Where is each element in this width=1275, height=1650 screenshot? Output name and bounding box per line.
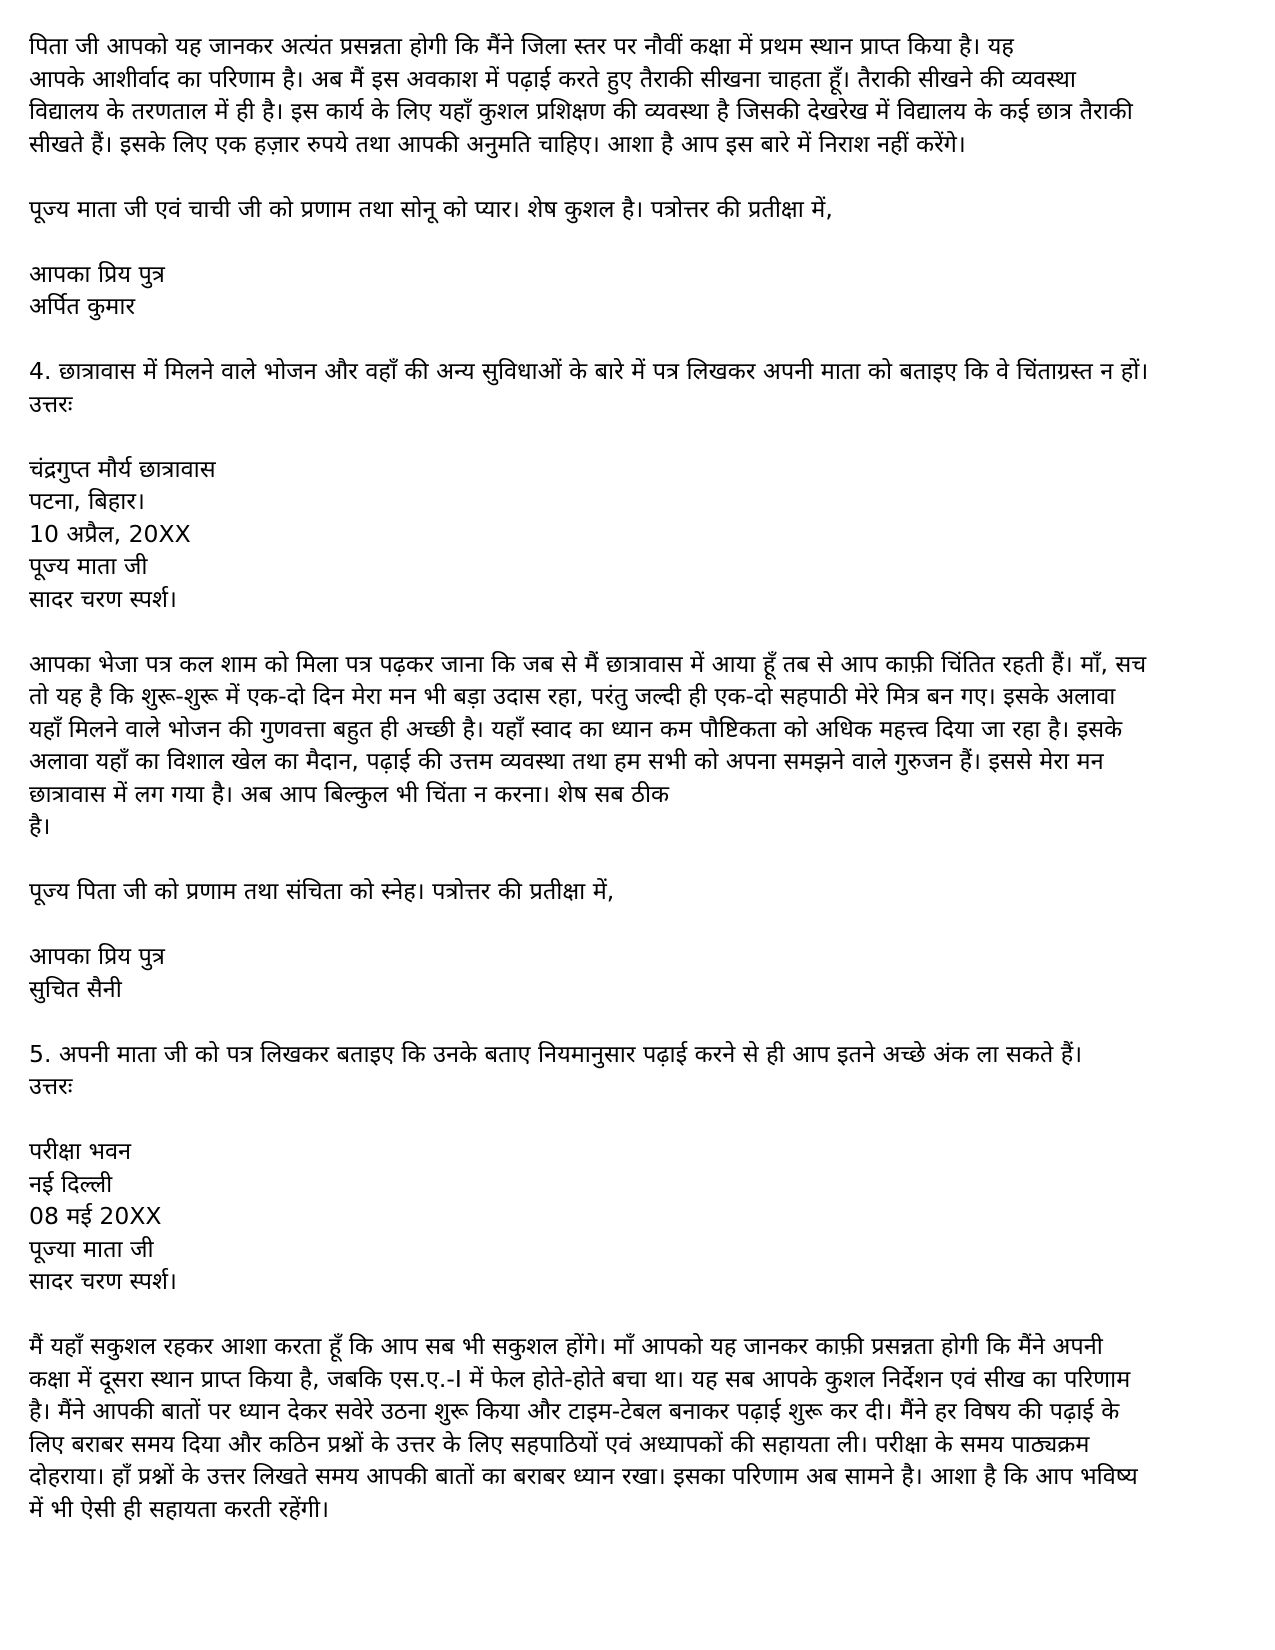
question5-body-line: है। मैंने आपकी बातों पर ध्यान देकर सवेरे उठना शुरू किया और टाइम-टेबल बनाकर पढ़ाई शुरू कर दी। मैंने हर विषय की पढ़ाई के: [29, 1397, 1120, 1425]
question4-date: 10 अप्रैल, 20XX: [29, 519, 191, 548]
question5-body-line: मैं यहाँ सकुशल रहकर आशा करता हूँ कि आप सब भी सकुशल होंगे। माँ आपको यह जानकर काफ़ी प्रसन्नता होगी कि मैंने अपनी: [29, 1332, 1103, 1360]
question5-date: 08 मई 20XX: [29, 1202, 162, 1230]
question4-closing: आपका प्रिय पुत्र: [29, 942, 165, 970]
spacer: [29, 225, 1255, 258]
question4-body-line: आपका भेजा पत्र कल शाम को मिला पत्र पढ़कर जाना कि जब से मैं छात्रावास में आया हूँ तब से आप काफ़ी चिंतित रहती हैं। माँ, सच: [29, 649, 1147, 678]
question4-address-line1: चंद्रगुप्त मौर्य छात्रावास: [29, 454, 216, 483]
question4-greetings: पूज्य पिता जी को प्रणाम तथा संचिता को स्नेह। पत्रोत्तर की प्रतीक्षा में,: [29, 877, 615, 905]
question5-body-line: लिए बराबर समय दिया और कठिन प्रश्नों के उत्तर के लिए सहपाठियों एवं अध्यापकों की सहायता ली। परीक्षा के समय पाठ्यक्रम: [29, 1429, 1090, 1458]
letter1-body: [29, 30, 1255, 160]
question5-address-line1: परीक्षा भवन: [29, 1137, 132, 1165]
letter1-body-line: विद्यालय के तरणताल में ही है। इस कार्य के लिए यहाँ कुशल प्रशिक्षण की व्यवस्था है जिसकी देखरेख में विद्यालय के कई छात्र तैराकी: [29, 97, 1133, 125]
question5-salutation2: सादर चरण स्पर्श।: [29, 1267, 177, 1295]
spacer: [29, 1103, 1255, 1136]
question4-body-line: है।: [29, 812, 51, 840]
question4-body-line: अलावा यहाँ का विशाल खेल का मैदान, पढ़ाई की उत्तम व्यवस्था तथा हम सभी को अपना समझने वाले गुरुजन हैं। इससे मेरा मन: [29, 747, 1104, 775]
question4-salutation: पूज्य माता जी: [29, 552, 148, 580]
letter1-body-line: पिता जी आपको यह जानकर अत्यंत प्रसन्नता होगी कि मैंने जिला स्तर पर नौवीं कक्षा में प्रथम स्थान प्राप्त किया है। यह: [29, 32, 1014, 60]
spacer: [29, 908, 1255, 941]
spacer: [29, 843, 1255, 876]
question5-body-line: में भी ऐसी ही सहायता करती रहेंगी।: [29, 1494, 330, 1523]
letter1-signature: अर्पित कुमार: [29, 292, 136, 320]
spacer: [29, 160, 1255, 193]
question5-address-line2: नई दिल्ली: [29, 1169, 113, 1198]
question4-salutation2: सादर चरण स्पर्श।: [29, 584, 177, 613]
question5-body-line: दोहराया। हाँ प्रश्नों के उत्तर लिखते समय आपकी बातों का बराबर ध्यान रखा। इसका परिणाम अब सामने है। आशा है कि आप भविष्य: [29, 1462, 1138, 1490]
question4-body-line: तो यह है कि शुरू-शुरू में एक-दो दिन मेरा मन भी बड़ा उदास रहा, परंतु जल्दी ही एक-दो सहपाठी मेरे मित्र बन गए। इसके अलावा: [29, 682, 1116, 710]
question4-answer-label: उत्तरः: [29, 389, 73, 418]
question4-body-line: छात्रावास में लग गया है। अब आप बिल्कुल भी चिंता न करना। शेष सब ठीक: [29, 779, 670, 808]
spacer: [29, 420, 1255, 453]
letter1-greetings: पूज्य माता जी एवं चाची जी को प्रणाम तथा सोनू को प्यार। शेष कुशल है। पत्रोत्तर की प्रतीक्षा में,: [29, 194, 833, 223]
letter1-body-line: आपके आशीर्वाद का परिणाम है। अब मैं इस अवकाश में पढ़ाई करते हुए तैराकी सीखना चाहता हूँ। तैराकी सीखने की व्यवस्था: [29, 64, 1077, 93]
spacer: [29, 1298, 1255, 1331]
question5-body-line: कक्षा में दूसरा स्थान प्राप्त किया है, जबकि एस.ए.-I में फेल होते-होते बचा था। यह सब आपके कुशल निर्देशन एवं सीख का परिणाम: [29, 1364, 1131, 1393]
question4-body: [29, 648, 1255, 843]
spacer: [29, 615, 1255, 648]
question5-salutation: पूज्या माता जी: [29, 1234, 154, 1263]
question4-signature: सुचित सैनी: [29, 974, 122, 1003]
spacer: [29, 1005, 1255, 1038]
letter1-body-line: सीखते हैं। इसके लिए एक हज़ार रुपये तथा आपकी अनुमति चाहिए। आशा है आप इस बारे में निराश नहीं करेंगे।: [29, 129, 966, 158]
question4-address-line2: पटना, बिहार।: [29, 487, 145, 515]
spacer: [29, 323, 1255, 356]
question5-answer-label: उत्तरः: [29, 1072, 73, 1100]
question4-text: 4. छात्रावास में मिलने वाले भोजन और वहाँ की अन्य सुविधाओं के बारे में पत्र लिखकर अपनी माता को बताइए कि वे चिंताग्रस्त न हों।: [29, 357, 1149, 385]
question4-body-line: यहाँ मिलने वाले भोजन की गुणवत्ता बहुत ही अच्छी है। यहाँ स्वाद का ध्यान कम पौष्टिकता को अधिक महत्त्व दिया जा रहा है। इसके: [29, 714, 1123, 743]
letter1-closing: आपका प्रिय पुत्र: [29, 259, 165, 288]
question5-text: 5. अपनी माता जी को पत्र लिखकर बताइए कि उनके बताए नियमानुसार पढ़ाई करने से ही आप इतने अच्छे अंक ला सकते हैं।: [29, 1039, 1083, 1068]
question5-body: [29, 1330, 1255, 1525]
